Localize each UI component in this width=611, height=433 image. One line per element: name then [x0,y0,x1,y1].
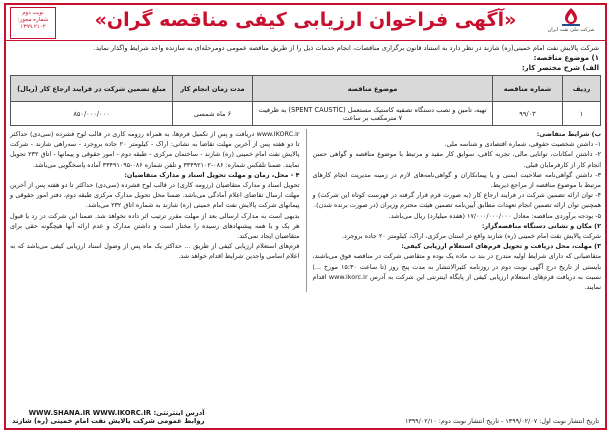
body-columns [6,129,605,292]
cell-duration: ۶ ماه شمسی [173,102,253,126]
cell-guarantee-amount: ۸۵۰/۰۰۰/۰۰۰ [11,102,173,126]
column-header-guarantee: مبلغ تضمین شرکت در فرایند ارجاع کار (ریال) [11,76,173,102]
section-1-subheading: الف) شرح مختصر کار: [521,64,599,72]
footer-web-line [12,409,205,417]
stamp-line-1: نوبت دوم [22,10,44,16]
left-col-paragraph: بدیهی است به مدارک ارسالی بعد از مهلت مقرر ترتیب اثر داده نخواهد شد. ضمنا این شرکت در رد یا قبول هر یک و یا همه پیشنهادهای رسیده را مختار است و داشتن مدارک و عدم ارائه آنها هیچگونه حقی برای متقاضیان ایجاد نمی‌کند. [10,211,300,241]
company-public-relations: روابط عمومی شرکت پالایش نفت امام خمینی (ره) شازند [12,417,205,425]
header [6,5,605,41]
right-col-paragraph: ۲) مکان و نشانی دستگاه مناقصه‌گزار: [481,221,601,230]
internet-address-label: آدرس اینترنتی: [153,409,205,417]
website-link-shana[interactable]: WWW.SHANA.IR [28,409,91,417]
right-col-paragraph: ۲- داشتن امکانات، توانایی مالی، تجربه کافی، سوابق کار مفید و مرتبط با موضوع مناقصه و گواهی حسن انجام کار از کارفرمایان قبلی. [312,150,601,169]
right-col-paragraph: ۱- داشتن شخصیت حقوقی، شماره اقتصادی و شناسه ملی. [444,140,601,149]
company-logo [543,7,599,39]
right-col-paragraph: ۴- توان ارائه تضمین شرکت در فرایند ارجاع کار (به صورت فرم قرار گرفته در فهرست کوتاه این شرکت) و همچنین توان ارائه تضمین انجام تعهدات مطابق آیین‌نامه تضمین هیئت محترم وزیران (در صورت برنده شدن). [312,191,601,210]
table-header-row [11,76,601,102]
cell-subject: تهیه، تامین و نصب دستگاه تصفیه کاستیک مستعمل (SPENT CAUSTIC) به ظرفیت ۷ مترمکعب بر ساعت [253,102,493,126]
right-col-paragraph: ۳) مهلت، محل دریافت و تحویل فرم‌های استعلام ارزیابی کیفی: [401,242,601,251]
right-col-paragraph: متقاضیانی که دارای شرایط اولیه مندرج در بند ب ماده یک بوده و متقاضی شرکت در مناقصه فوق می‌باشند، بایستی از تاریخ درج آگهی نوبت دوم در روزنامه کثیرالانتشار به مدت پنج روز (تا ساعت ۱۵:۳۰ مورخ ...) نسبت به دریافت فرم‌های استعلام ارزیابی کیفی از پایگاه اینترنتی این شرکت به آدرس www.ikorc.ir اقدام نمایند. [312,252,602,292]
right-col-paragraph: ۵- بودجه برآوردی مناقصه: معادل ۱۷/۰۰۰/۰۰۰/۰۰۰ (هفده میلیارد) ریال می‌باشد. [388,211,601,220]
page-title: «آگهی فراخوان ارزیابی کیفی مناقصه گران» [94,9,517,31]
left-column [10,129,306,292]
website-link-ikorc[interactable]: WWW.IKORC.IR [92,409,152,417]
permit-stamp [10,7,56,39]
column-header-subject: موضوع مناقصه [253,76,493,102]
publication-dates: تاریخ انتشار نوبت اول: ۱۳۹۹/۰۲/۰۷ - تاریخ انتشار نوبت دوم: ۱۳۹۹/۰۲/۱۰ [404,417,599,425]
column-header-row-number: ردیف [563,76,601,102]
right-col-paragraph: شرکت پالایش نفت امام خمینی (ره) شازند واقع در استان مرکزی، اراک، کیلومتر ۲۰ جاده بروجرد. [341,232,601,241]
left-col-paragraph: ۴ - محل، زمان و مهلت تحویل اسناد و مدارک متقاضیان: [124,170,300,179]
logo-caption: شرکت ملی نفت ایران [547,27,595,33]
stamp-line-3: ۱۳۹۹.۲۱۰۲ [20,24,46,30]
section-1-heading: ۱) موضوع مناقصه: [533,54,599,62]
right-column [306,129,602,292]
table-row [11,102,601,126]
left-col-paragraph: www.IKORC.ir دریافت و پس از تکمیل فرم‌ها، به همراه رزومه کاری در قالب لوح فشرده (سی‌دی) حداکثر تا دو هفته پس از آخرین مهلت تقاضا به نشانی: اراک - کیلومتر ۲۰ جاده بروجرد - سه‌راهی شازند - شرکت پالایش نفت امام خمینی (ره) شازند - ساختمان مرکزی - طبقه دوم - امور حقوقی و پیمانها - اتاق ۲۳۲ تحویل نمایند. ضمنا تلفکس شماره: ۰۸۶-۳۳۴۹۲۱۰۲ و تلفن شماره ۰۸۶-۳۳۴۹۱۰۹۵ آماده پاسخگویی می‌باشد. [10,130,300,169]
cell-row-number: ۱ [563,102,601,126]
left-col-paragraph: تحویل اسناد و مدارک متقاضیان (رزومه کاری) در قالب لوح فشرده (سی‌دی) حداکثر تا دو هفته پس از آخرین مهلت ارسال تقاضای اعلام آمادگی می‌باشد. ضمنا محل تحویل مدارک مرکزی طبقه دوم، دفتر امور حقوقی و پیمانهای شرکت پالایش نفت امام خمینی (ره) شازند به شماره اتاق ۲۳۲ می‌باشد. [10,181,300,210]
advertisement-frame [4,3,607,430]
left-col-paragraph: فرم‌های استعلام ارزیابی کیفی از طریق ... حداکثر یک ماه پس از وصول اسناد ارزیابی کیفی می‌باشد که به اعلام اسامی واجدین شرایط اقدام خواهد شد. [10,242,300,261]
right-col-paragraph: ب) شرایط متقاضی: [536,130,601,138]
footer-signature [12,409,205,425]
right-col-paragraph: ۳- داشتن گواهی‌نامه صلاحیت ایمنی و یا پیمانکاران و گواهی‌نامه‌های لازم در زمینه مدیریت انجام کارهای مرتبط با موضوع مناقصه از مراجع ذیربط. [312,170,601,190]
intro-paragraph: شرکت پالایش نفت امام خمینی(ره) شازند در نظر دارد به استناد قانون برگزاری مناقصات، انجام خدمات ذیل را از طریق مناقصه عمومی دومرحله‌ای به سازنده واجد شرایط واگذار نماید. [93,44,599,52]
oil-company-logo-icon [559,7,583,27]
column-header-tender-number: شماره مناقصه [493,76,563,102]
stamp-line-2: شماره مجوز: [17,17,49,23]
column-header-duration: مدت زمان انجام کار [173,76,253,102]
tender-table [10,75,601,126]
cell-tender-number: ۹۹/۰۳ [493,102,563,126]
